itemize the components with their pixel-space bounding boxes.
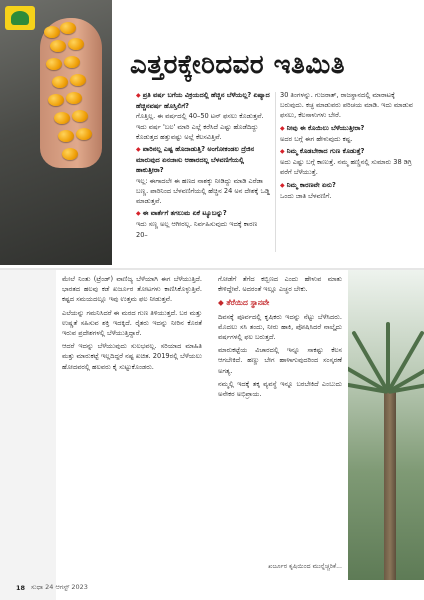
article-paragraph: ಮಾರುಕಟ್ಟೆಯ ವಿಚಾರದಲ್ಲಿ ಇನ್ನೂ ಸಾಕಷ್ಟು ಕೆಲಸ ಆಗಬೇಕಿದೆ. ಹಣ್ಣು ಬೇಗ ಹಾಳಾಗುವುದರಿಂದ ಸಂಸ್ಕರಣೆ ಅಗತ್ಯ. — [218, 346, 342, 375]
date-fruit — [62, 148, 78, 160]
interview-item — [280, 180, 416, 201]
interview-answer: ಇಲ್ಲ: ಈಗಾದಲೇ ಈ ಹಣದ ನಾಶಕ್ಕು ನೀಡಿದ್ದು ಮಾಡಿ ಎರೆಡಾ ಬಣ್ಣ. ಪಾರಿನಿಂದ ಬೆಳವಣಿಗೆಯಲ್ಲಿ ಹೆಚ್ಚಿನ 24 ಅನ ದೇಶಕ್ಕೆ ಒಡ್ಡಿ ಮಾಡುತ್ತವೆ. — [136, 176, 270, 206]
interview-question: ◆ ನಿಮ್ಮ ಕಾರಣವೇ ಏನು? — [280, 180, 416, 191]
article-paragraph: ಮೇಲೆ ನಿಂತು (ಟ್ರೆಂಡ್) ವಾಣಿಜ್ಯ ಬೆಳೆಯಾಗಿ ಈಗ ಬೆಳೆಯುತ್ತಿದೆ. ಭಾರತದ ಹಲವು ಕಡೆ ಖರ್ಜೂರ ತೋಟಗಳು ಕಾಣಿಸಿಕೊಳ್ಳುತ್ತಿವೆ. ಕಷ್ಟದ ಸಮಯದಲ್ಲೂ ಇವು ಉತ್ತಮ ಫಲ ನೀಡುತ್ತವೆ. — [62, 275, 202, 304]
page-title: ಎತ್ತರಕ್ಕೇರಿದವರ ಇತಿಮಿತಿ — [130, 50, 345, 80]
article-column-1 — [62, 274, 202, 375]
date-fruit — [72, 110, 88, 122]
page-number: 18 — [16, 583, 26, 592]
interview-item — [136, 144, 271, 206]
margin-strip — [0, 270, 56, 600]
interview-answer: 30 ತಿಂಗಳನ್ನು. ಗುಜರಾತ್, ರಾಜಸ್ಥಾನದಲ್ಲಿ ಮಾರಾಟಕ್ಕೆ ಬರುವುದು. ಕಚ್ಛ ಮಾಡುವರು ಪರಿಚಯ ಮಾಡಿ. ಇದು ಮಾಡುವ ಫಸಲು, ಕೆಲಸಾಳುಗಳು ಬೇರೆ. — [280, 91, 414, 120]
photo-caption: ಖರ್ಜೂರ ಕೃಷಿಯಿಂದ ಮುನ್ನೆಚ್ಚರಿಕೆ... — [268, 563, 342, 570]
date-fruit — [58, 130, 74, 142]
date-fruit — [48, 94, 64, 106]
date-fruit — [70, 74, 86, 86]
interview-question: ◆ ಪ್ರತಿ ವರ್ಷ ಬಗೆಯ ವಿಕ್ರಯದಲ್ಲಿ ಹೆಚ್ಚಿನ ಬೆಳೆಯಲ್ಲ? ಏಷ್ಯಾದ ಹೆಚ್ಚಿನವರ್ಷ ಹೊಸ್ತಿಲಿಗೆ? — [136, 90, 271, 111]
interview-item — [136, 90, 271, 142]
article-paragraph: ನಮ್ಮಲ್ಲಿ ಇದಕ್ಕೆ ತಕ್ಕ ವ್ಯವಸ್ಥೆ ಇನ್ನೂ ಬರಬೇಕಿದೆ ಎಂಬುದು ಅನೇಕರ ಅಭಿಪ್ರಾಯ. — [218, 379, 342, 399]
interview-question: ◆ ನೀವು ಈ ಕೊಯಿಲು ಬೆಳೆಯುತ್ತೀರಾ? — [280, 123, 416, 134]
interview-question: ◆ ಈ ವಾರ್ತೆಗೆ ತಗಲುಮ ಏಕೆ ಟ್ಯೂಬನ್ನು? — [136, 208, 271, 219]
interview-column-left — [136, 90, 271, 242]
interview-column-right — [280, 90, 416, 203]
date-fruit — [46, 58, 62, 70]
interview-item — [136, 208, 271, 240]
section-subheading: ◆ ತೆರೆಯಿದ ಸ್ಥಾನವೇ — [218, 298, 342, 308]
date-fruit — [66, 92, 82, 104]
page-footer — [16, 583, 88, 592]
column-divider — [275, 92, 276, 252]
date-fruit — [54, 112, 70, 124]
article-column-2 — [218, 274, 342, 402]
date-fruit — [76, 128, 92, 140]
interview-answer: ಅದು ಎಷ್ಟು ಬಗ್ಗೆ ಕಾಣುತ್ತೆ. ನಮ್ಮ ಹಣ್ಣಿನಲ್ಲಿ ಸುಮಾರು 38 ಡಿಗ್ರಿ ವರೆಗೆ ಬೆಳೆಯುತ್ತೆ. — [280, 158, 412, 177]
palm-frond — [386, 322, 390, 392]
article-paragraph: ಗೋಡೆಗೆ ತೆಗೆದ ಕಬ್ಬಿಣದ ಎಂದು ಹೇಳುವ ಮಾತು ಕೇಳಿದ್ದೇವೆ. ಅದರಂತೆ ಇಲ್ಲೂ ಎಚ್ಚರ ಬೇಕು. — [218, 275, 342, 294]
issue-label: ಸುಧಾ 24 ಆಗಸ್ಟ್ 2023 — [31, 583, 88, 591]
date-fruit — [44, 26, 60, 38]
date-palm-photo — [348, 270, 424, 580]
interview-question: ◆ ಪಾರಿನಲ್ಲ ಎಷ್ಟ ಹೊದಾಡುತ್ತಿ? ಅಂಗೋಕಂಡಲ ದ್ರೆಜಿನ ಮಾರುವುದ ಏನಜಾಸು ಆಹಾರದಲ್ಲ ಬೆಳವಣಿಗೆಯಲ್ಲಿ ಹಾಕುತ್ತೀರಾ? — [136, 144, 271, 176]
interview-item — [280, 146, 416, 178]
date-fruit — [60, 22, 76, 34]
interview-item — [280, 123, 416, 144]
interview-answer: ಒಂದು ಜಾತಿ ಬೆಳವಣಿಗೆ. — [280, 191, 332, 200]
interview-question: ◆ ನಿಮ್ಮ ಕೊಡಬೇಕಾದ ಗುಣ ಕೊಡುತ್ತೆ? — [280, 146, 416, 157]
dates-hand-photo — [0, 0, 112, 265]
date-fruit — [52, 76, 68, 88]
interview-answer: ಗೊತ್ತಿಲ್ಲ. ಈ ವರ್ಷದಲ್ಲಿ 40–50 ಟನ್ ಫಸಲು ಕೊಡುತ್ತವೆ. ಇದು ವರ್ಷ 'ಬಲ' ಮಾರಿ ಎಲ್ಲೆ ಕರೆಸಿದೆ ಎಷ್ಟು ಹೊಡೆದಿದ್ದು ಕೊಡುತ್ತದ ಹತ್ತುವಷ್ಟು ಅಲ್ಲೆ ಕೆಲಸವಿತ್ತಿವೆ. — [136, 112, 264, 141]
interview-answer: ಅದರ ಬಗ್ಗೆ ಈಗ ಹೇಳುವುದು ಕಷ್ಟ. — [280, 134, 353, 143]
article-paragraph: ದಿವಸಕ್ಕೆ ಪೂರ್ವದಲ್ಲಿ ಕೃಷಿಕರು ಇದನ್ನು ನೆಟ್ಟು ಬೆಳೆಸಿದರು. ಮೊದಲು ಸಸಿ ತಂದು, ನೀರು ಹಾಕಿ, ಪೋಷಿಸಿದರೆ ನಾಲ್ಕೈದು ವರ್ಷಗಳಲ್ಲಿ ಫಲ ಬರುತ್ತದೆ. — [218, 312, 342, 342]
date-fruit — [50, 40, 66, 52]
magazine-logo-icon — [5, 6, 35, 30]
article-paragraph: ಆದರೆ ಇದನ್ನು ಬೆಳೆಯುವುದು ಸುಲಭವಲ್ಲ. ಸರಿಯಾದ ಮಾಹಿತಿ ಮತ್ತು ಮಾರುಕಟ್ಟೆ ಇಲ್ಲದಿದ್ದರೆ ನಷ್ಟ ಖಚಿತ. 2019ರಲ್ಲಿ ಬೆಳೆಯಲು ಹೋದವರಲ್ಲಿ ಹಲವರು ಕೈ ಸುಟ್ಟುಕೊಂಡರು. — [62, 342, 202, 371]
palm-trunk — [384, 390, 396, 580]
date-fruit — [68, 38, 84, 50]
interview-answer: ಇದು ಸಣ್ಣ ಅಲ್ಲ ಆಗೀರಲ್ಲ. ನಿರ್ವಹಿಸುವುದು ಇದಕ್ಕೆ ಕಾರಣ 20– — [136, 220, 258, 239]
interview-item — [280, 90, 416, 121]
date-fruit — [64, 56, 80, 68]
article-paragraph: ಎಲೆಯನ್ನು ಗಮನಿಸಿದರೆ ಈ ಮರದ ಗುಣ ತಿಳಿಯುತ್ತದೆ. ಬರ ಮತ್ತು ಉಷ್ಣತೆ ಸಹಿಸುವ ಶಕ್ತಿ ಇದಕ್ಕಿದೆ. ರೈತರು ಇದನ್ನು ನೀರಿನ ಕೊರತೆ ಇರುವ ಪ್ರದೇಶಗಳಲ್ಲಿ ಬೆಳೆಯುತ್ತಿದ್ದಾರೆ. — [62, 308, 202, 338]
